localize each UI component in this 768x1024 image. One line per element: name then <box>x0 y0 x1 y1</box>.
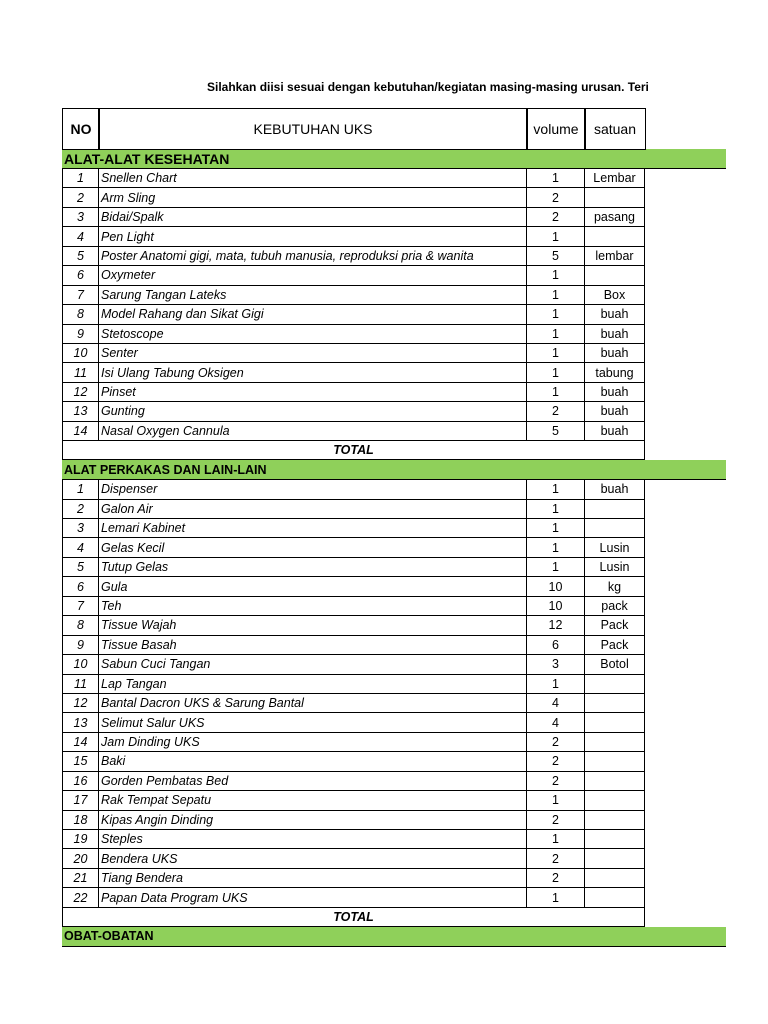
item-satuan[interactable] <box>585 830 645 849</box>
item-volume[interactable]: 1 <box>527 383 585 402</box>
item-satuan[interactable] <box>585 772 645 791</box>
table-row <box>62 675 726 694</box>
item-satuan[interactable]: Botol <box>585 655 645 674</box>
item-volume[interactable]: 1 <box>527 169 585 188</box>
instruction-text: Silahkan diisi sesuai dengan kebutuhan/kegiatan masing-masing urusan. Teri <box>207 80 649 94</box>
row-number[interactable]: 1 <box>62 169 99 188</box>
item-name[interactable]: Snellen Chart <box>99 169 527 188</box>
item-volume[interactable]: 4 <box>527 713 585 732</box>
row-number[interactable]: 18 <box>62 811 99 830</box>
item-satuan[interactable] <box>585 888 645 907</box>
table-row <box>62 247 726 266</box>
item-volume[interactable]: 1 <box>527 888 585 907</box>
item-name[interactable]: Poster Anatomi gigi, mata, tubuh manusia, reproduksi pria & wanita <box>99 247 527 266</box>
item-name[interactable]: Tissue Basah <box>99 636 527 655</box>
table-header <box>62 108 726 149</box>
item-name[interactable]: Lemari Kabinet <box>99 519 527 538</box>
item-volume[interactable]: 5 <box>527 247 585 266</box>
item-satuan[interactable]: buah <box>585 325 645 344</box>
header-no: NO <box>62 108 100 150</box>
item-satuan[interactable]: kg <box>585 577 645 596</box>
item-volume[interactable]: 3 <box>527 655 585 674</box>
item-name[interactable]: Gunting <box>99 402 527 421</box>
row-number[interactable]: 6 <box>62 577 99 596</box>
section-header: OBAT-OBATAN <box>62 927 726 947</box>
item-volume[interactable]: 2 <box>527 772 585 791</box>
header-name: KEBUTUHAN UKS <box>98 108 528 150</box>
table-row <box>62 266 726 285</box>
item-name[interactable]: Nasal Oxygen Cannula <box>99 422 527 441</box>
table-row <box>62 402 726 421</box>
item-satuan[interactable]: buah <box>585 480 645 499</box>
item-name[interactable]: Kipas Angin Dinding <box>99 811 527 830</box>
total-row: TOTAL <box>62 441 645 460</box>
item-satuan[interactable]: pack <box>585 597 645 616</box>
item-satuan[interactable] <box>585 500 645 519</box>
item-satuan[interactable]: tabung <box>585 363 645 382</box>
item-volume[interactable]: 2 <box>527 752 585 771</box>
table-row <box>62 363 726 382</box>
item-satuan[interactable] <box>585 519 645 538</box>
item-satuan[interactable] <box>585 791 645 810</box>
item-name[interactable]: Tiang Bendera <box>99 869 527 888</box>
item-volume[interactable]: 12 <box>527 616 585 635</box>
item-volume[interactable]: 1 <box>527 305 585 324</box>
item-volume[interactable]: 1 <box>527 266 585 285</box>
item-name[interactable]: Isi Ulang Tabung Oksigen <box>99 363 527 382</box>
item-satuan[interactable] <box>585 188 645 207</box>
table-row <box>62 480 726 499</box>
item-satuan[interactable] <box>585 849 645 868</box>
item-name[interactable]: Baki <box>99 752 527 771</box>
item-name[interactable]: Rak Tempat Sepatu <box>99 791 527 810</box>
item-volume[interactable]: 1 <box>527 286 585 305</box>
table-row <box>62 733 726 752</box>
row-number[interactable]: 14 <box>62 422 99 441</box>
table-row <box>62 227 726 246</box>
row-number[interactable]: 19 <box>62 830 99 849</box>
row-number[interactable]: 17 <box>62 791 99 810</box>
table-row <box>62 811 726 830</box>
item-name[interactable]: Steples <box>99 830 527 849</box>
row-number[interactable]: 9 <box>62 636 99 655</box>
table-row <box>62 500 726 519</box>
row-number[interactable]: 9 <box>62 325 99 344</box>
table-row <box>62 305 726 324</box>
row-number[interactable]: 4 <box>62 227 99 246</box>
row-number[interactable]: 2 <box>62 500 99 519</box>
item-satuan[interactable]: pasang <box>585 208 645 227</box>
row-number[interactable]: 3 <box>62 519 99 538</box>
table-row <box>62 694 726 713</box>
row-number[interactable]: 12 <box>62 383 99 402</box>
table-row <box>62 286 726 305</box>
item-satuan[interactable] <box>585 675 645 694</box>
table-row <box>62 772 726 791</box>
row-number[interactable]: 8 <box>62 616 99 635</box>
item-satuan[interactable] <box>585 733 645 752</box>
table-row <box>62 208 726 227</box>
item-satuan[interactable]: lembar <box>585 247 645 266</box>
item-name[interactable]: Senter <box>99 344 527 363</box>
table-row <box>62 869 726 888</box>
item-volume[interactable]: 1 <box>527 344 585 363</box>
item-volume[interactable]: 1 <box>527 363 585 382</box>
item-volume[interactable]: 2 <box>527 402 585 421</box>
row-number[interactable]: 10 <box>62 655 99 674</box>
item-volume[interactable]: 4 <box>527 694 585 713</box>
table-row <box>62 344 726 363</box>
item-satuan[interactable]: buah <box>585 422 645 441</box>
header-satuan: satuan <box>584 108 646 150</box>
row-number[interactable]: 14 <box>62 733 99 752</box>
item-volume[interactable]: 10 <box>527 577 585 596</box>
table-row <box>62 597 726 616</box>
table-row <box>62 188 726 207</box>
item-volume[interactable]: 1 <box>527 791 585 810</box>
table-row <box>62 849 726 868</box>
row-number[interactable]: 4 <box>62 538 99 557</box>
row-number[interactable]: 8 <box>62 305 99 324</box>
section-header: ALAT PERKAKAS DAN LAIN-LAIN <box>62 460 726 480</box>
item-volume[interactable]: 1 <box>527 675 585 694</box>
item-name[interactable]: Gorden Pembatas Bed <box>99 772 527 791</box>
item-volume[interactable]: 1 <box>527 500 585 519</box>
needs-table <box>62 108 726 947</box>
item-name[interactable]: Lap Tangan <box>99 675 527 694</box>
table-row <box>62 383 726 402</box>
item-volume[interactable]: 1 <box>527 830 585 849</box>
item-name[interactable]: Model Rahang dan Sikat Gigi <box>99 305 527 324</box>
row-number[interactable]: 5 <box>62 247 99 266</box>
table-row <box>62 577 726 596</box>
item-name[interactable]: Pen Light <box>99 227 527 246</box>
item-volume[interactable]: 2 <box>527 208 585 227</box>
item-satuan[interactable] <box>585 694 645 713</box>
item-name[interactable]: Gula <box>99 577 527 596</box>
row-number[interactable]: 22 <box>62 888 99 907</box>
item-volume[interactable]: 10 <box>527 597 585 616</box>
item-volume[interactable]: 1 <box>527 325 585 344</box>
item-name[interactable]: Arm Sling <box>99 188 527 207</box>
item-satuan[interactable] <box>585 713 645 732</box>
total-row: TOTAL <box>62 908 645 927</box>
row-number[interactable]: 21 <box>62 869 99 888</box>
row-number[interactable]: 7 <box>62 286 99 305</box>
table-row <box>62 713 726 732</box>
item-name[interactable]: Oxymeter <box>99 266 527 285</box>
item-satuan[interactable]: buah <box>585 305 645 324</box>
item-name[interactable]: Papan Data Program UKS <box>99 888 527 907</box>
table-row <box>62 616 726 635</box>
item-volume[interactable]: 1 <box>527 558 585 577</box>
item-satuan[interactable] <box>585 266 645 285</box>
item-satuan[interactable]: Box <box>585 286 645 305</box>
item-satuan[interactable]: Pack <box>585 636 645 655</box>
row-number[interactable]: 11 <box>62 675 99 694</box>
item-name[interactable]: Teh <box>99 597 527 616</box>
item-volume[interactable]: 1 <box>527 227 585 246</box>
row-number[interactable]: 12 <box>62 694 99 713</box>
item-satuan[interactable]: buah <box>585 402 645 421</box>
row-number[interactable]: 10 <box>62 344 99 363</box>
table-row <box>62 169 726 188</box>
table-row <box>62 655 726 674</box>
row-number[interactable]: 13 <box>62 713 99 732</box>
item-satuan[interactable]: buah <box>585 344 645 363</box>
item-volume[interactable]: 2 <box>527 733 585 752</box>
row-number[interactable]: 6 <box>62 266 99 285</box>
item-name[interactable]: Selimut Salur UKS <box>99 713 527 732</box>
table-row <box>62 752 726 771</box>
header-volume: volume <box>526 108 586 150</box>
row-number[interactable]: 15 <box>62 752 99 771</box>
item-volume[interactable]: 2 <box>527 849 585 868</box>
item-name[interactable]: Sabun Cuci Tangan <box>99 655 527 674</box>
row-number[interactable]: 11 <box>62 363 99 382</box>
item-volume[interactable]: 6 <box>527 636 585 655</box>
item-name[interactable]: Bidai/Spalk <box>99 208 527 227</box>
table-row <box>62 538 726 557</box>
row-number[interactable]: 20 <box>62 849 99 868</box>
table-row <box>62 888 726 907</box>
table-row <box>62 519 726 538</box>
item-volume[interactable]: 2 <box>527 188 585 207</box>
item-satuan[interactable]: Lusin <box>585 558 645 577</box>
row-number[interactable]: 2 <box>62 188 99 207</box>
item-satuan[interactable] <box>585 227 645 246</box>
item-satuan[interactable] <box>585 811 645 830</box>
row-number[interactable]: 3 <box>62 208 99 227</box>
table-row <box>62 558 726 577</box>
item-name[interactable]: Stetoscope <box>99 325 527 344</box>
section-header: ALAT-ALAT KESEHATAN <box>62 149 726 169</box>
row-number[interactable]: 16 <box>62 772 99 791</box>
table-row <box>62 830 726 849</box>
row-number[interactable]: 7 <box>62 597 99 616</box>
item-satuan[interactable]: Lusin <box>585 538 645 557</box>
row-number[interactable]: 13 <box>62 402 99 421</box>
item-volume[interactable]: 2 <box>527 811 585 830</box>
item-name[interactable]: Pinset <box>99 383 527 402</box>
item-name[interactable]: Bendera UKS <box>99 849 527 868</box>
item-name[interactable]: Dispenser <box>99 480 527 499</box>
item-satuan[interactable]: Pack <box>585 616 645 635</box>
item-satuan[interactable] <box>585 869 645 888</box>
table-row <box>62 636 726 655</box>
item-satuan[interactable]: buah <box>585 383 645 402</box>
item-name[interactable]: Jam Dinding UKS <box>99 733 527 752</box>
item-name[interactable]: Bantal Dacron UKS & Sarung Bantal <box>99 694 527 713</box>
item-name[interactable]: Galon Air <box>99 500 527 519</box>
item-volume[interactable]: 1 <box>527 519 585 538</box>
row-number[interactable]: 1 <box>62 480 99 499</box>
item-satuan[interactable]: Lembar <box>585 169 645 188</box>
item-name[interactable]: Gelas Kecil <box>99 538 527 557</box>
item-volume[interactable]: 2 <box>527 869 585 888</box>
item-satuan[interactable] <box>585 752 645 771</box>
item-volume[interactable]: 1 <box>527 538 585 557</box>
item-name[interactable]: Sarung Tangan Lateks <box>99 286 527 305</box>
item-name[interactable]: Tutup Gelas <box>99 558 527 577</box>
item-name[interactable]: Tissue Wajah <box>99 616 527 635</box>
row-number[interactable]: 5 <box>62 558 99 577</box>
item-volume[interactable]: 1 <box>527 480 585 499</box>
table-row <box>62 422 726 441</box>
table-row <box>62 325 726 344</box>
table-row <box>62 791 726 810</box>
item-volume[interactable]: 5 <box>527 422 585 441</box>
